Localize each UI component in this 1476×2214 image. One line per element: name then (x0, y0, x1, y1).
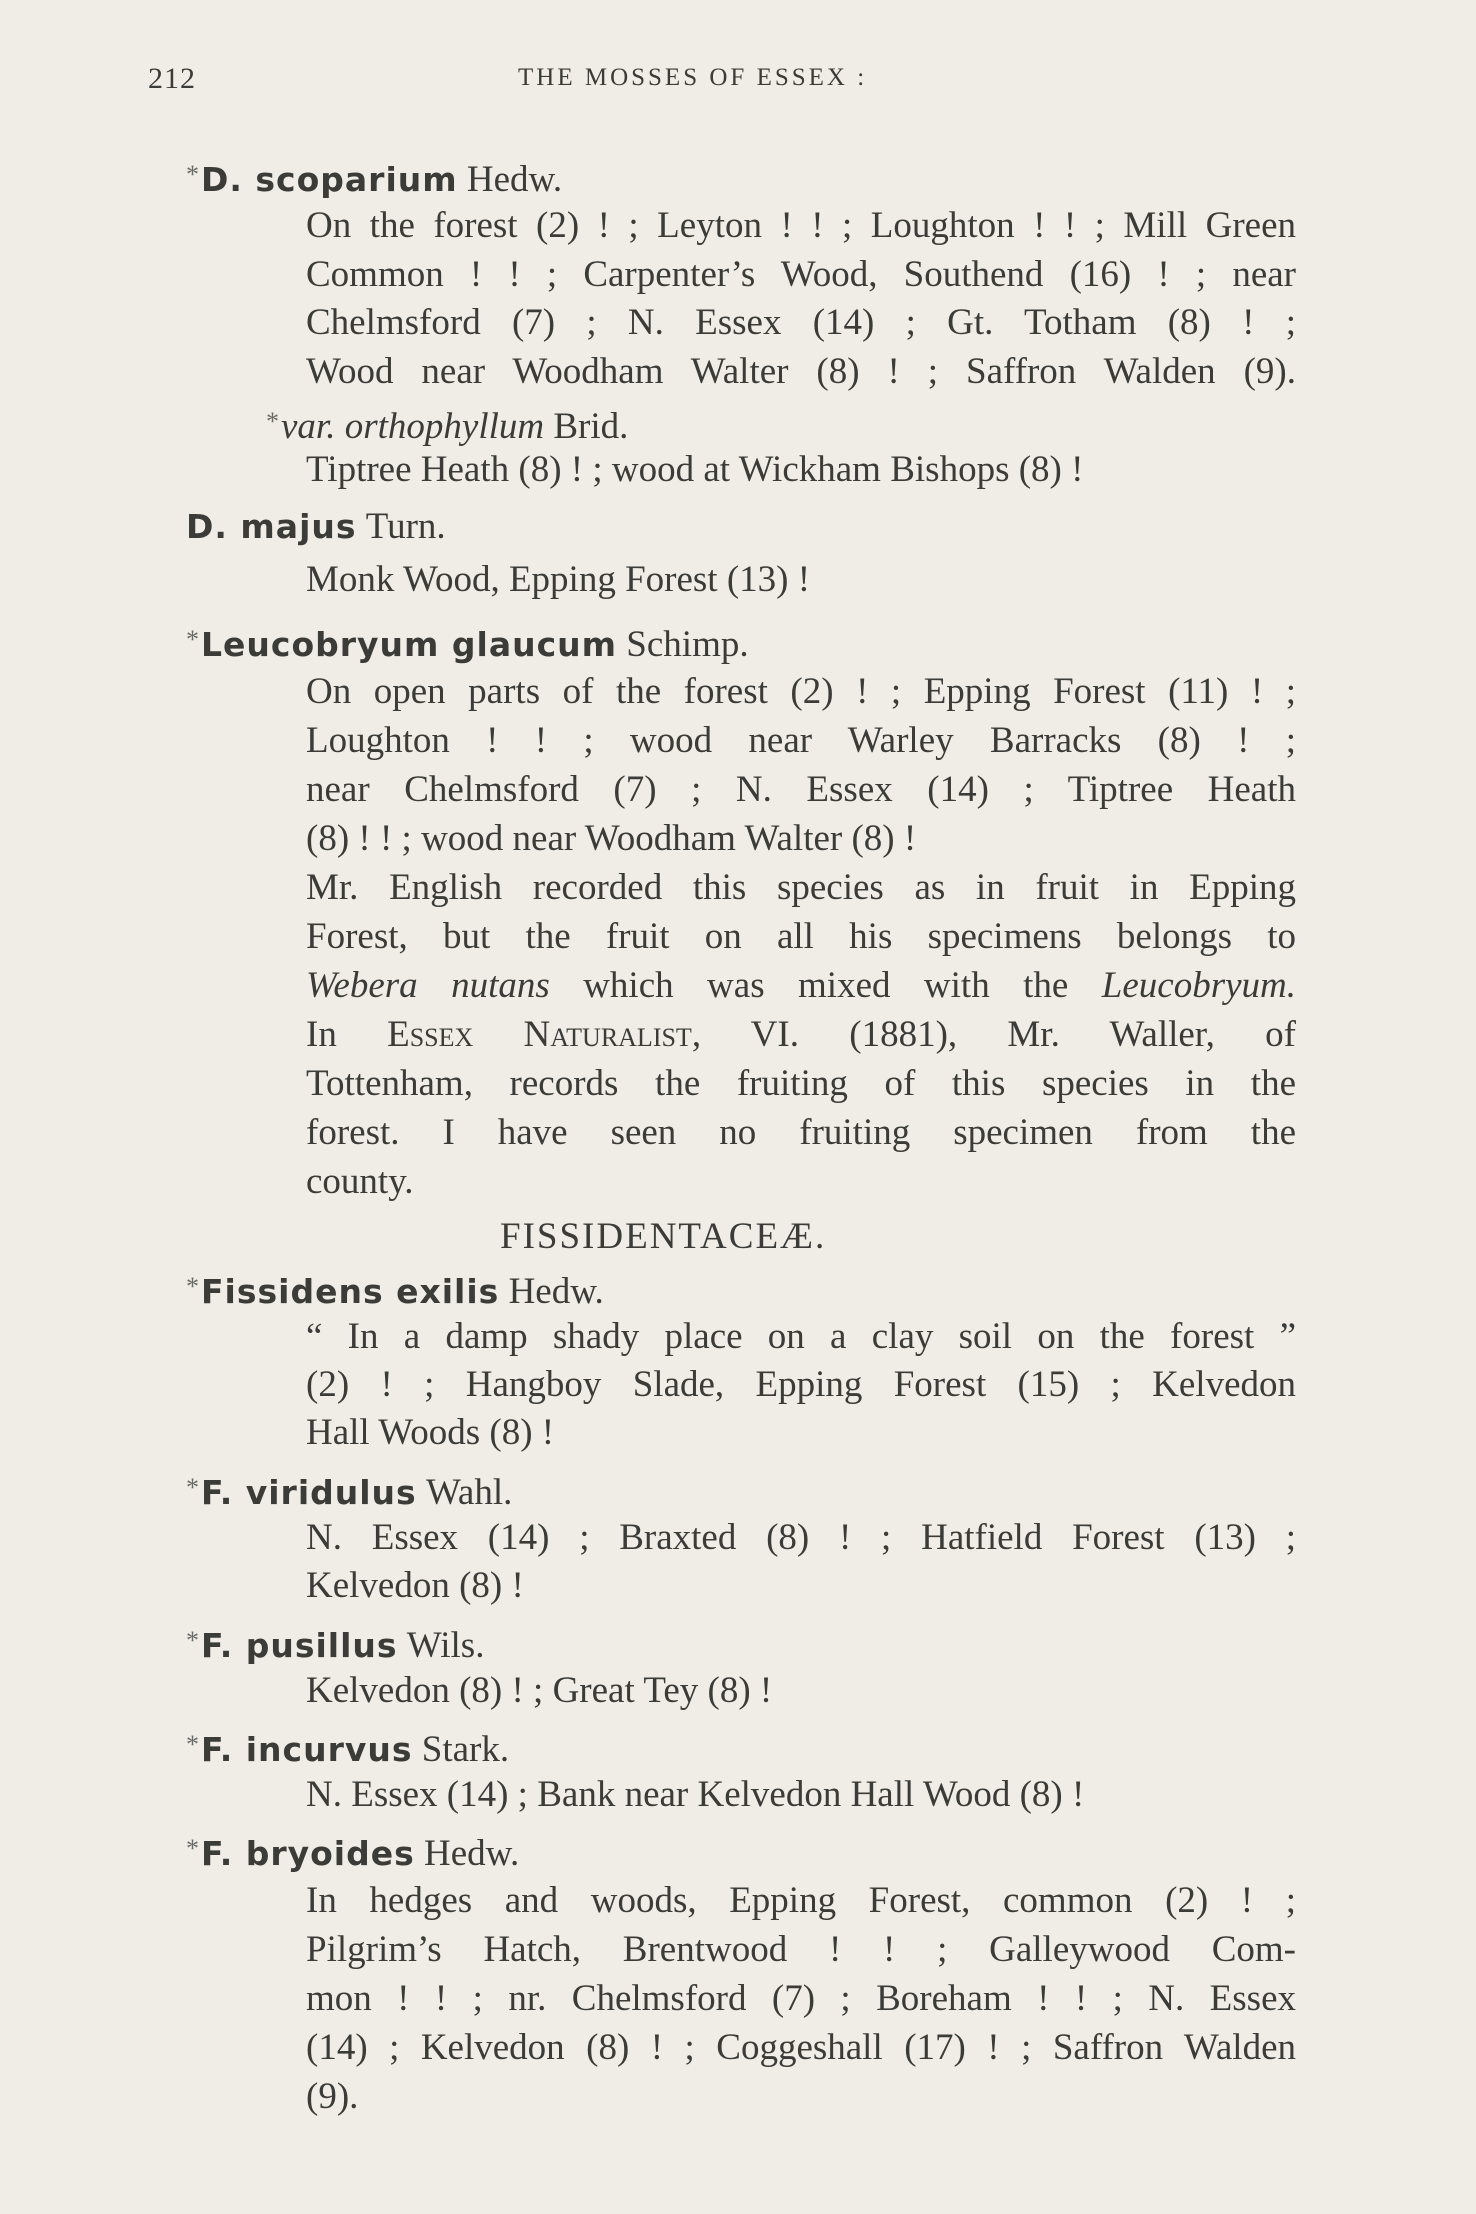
species-author: Hedw. (508, 1271, 604, 1312)
locality-line: Common ! ! ; Carpenter’s Wood, Southend (16) ! ; near (306, 254, 1296, 295)
note-line: county. (306, 1161, 414, 1202)
note-line (306, 961, 1296, 1011)
locality-line: (2) ! ; Hangboy Slade, Epping Forest (15) ; Kelvedon (306, 1364, 1296, 1405)
asterisk-marker: * (186, 1473, 199, 1502)
locality-line: On the forest (2) ! ; Leyton ! ! ; Loughton ! ! ; Mill Green (306, 205, 1296, 246)
asterisk-marker: * (186, 160, 199, 189)
italic-taxon: Leucobryum. (1101, 965, 1296, 1006)
variety-heading (266, 397, 628, 452)
entry-heading-f-incurvus (186, 1720, 509, 1775)
running-title: THE MOSSES OF ESSEX : (518, 64, 868, 91)
asterisk-marker: * (186, 1834, 199, 1863)
species-author: Schimp. (626, 624, 749, 665)
page-header (148, 62, 1298, 102)
locality-line: Chelmsford (7) ; N. Essex (14) ; Gt. Totham (8) ! ; (306, 302, 1296, 343)
locality-line: Kelvedon (8) ! ; Great Tey (8) ! (306, 1670, 773, 1711)
locality-line: “ In a damp shady place on a clay soil on the forest ” (306, 1316, 1296, 1357)
entry-heading-fissidens-exilis (186, 1262, 604, 1317)
locality-line: In hedges and woods, Epping Forest, common (2) ! ; (306, 1880, 1296, 1921)
asterisk-marker: * (266, 407, 279, 436)
entry-heading-f-pusillus (186, 1616, 484, 1671)
note-text: which was mixed with the (549, 965, 1102, 1006)
note-line: Mr. English recorded this species as in fruit in Epping (306, 867, 1296, 908)
asterisk-marker: * (186, 1730, 199, 1759)
species-name: F. viridulus (201, 1473, 417, 1512)
italic-taxon: Webera nutans (306, 965, 550, 1006)
entry-heading-f-bryoides (186, 1824, 519, 1879)
variety-author: Brid. (553, 406, 629, 447)
entry-heading-d-majus (186, 502, 446, 552)
locality-line: (8) ! ! ; wood near Woodham Walter (8) ! (306, 818, 917, 859)
entry-heading-f-viridulus (186, 1463, 512, 1518)
asterisk-marker: * (186, 1626, 199, 1655)
note-line: Forest, but the fruit on all his specimens belongs to (306, 916, 1296, 957)
note-text: In (306, 1014, 388, 1055)
note-line (306, 1010, 1296, 1060)
species-author: Stark. (421, 1729, 510, 1770)
asterisk-marker: * (186, 625, 199, 654)
species-name: F. incurvus (201, 1730, 413, 1769)
locality-line: Pilgrim’s Hatch, Brentwood ! ! ; Galleywood Com- (306, 1929, 1296, 1970)
locality-line: Hall Woods (8) ! (306, 1412, 555, 1453)
species-name: D. majus (186, 507, 357, 546)
entry-heading-leucobryum-glaucum (186, 615, 749, 670)
note-line: Tottenham, records the fruiting of this species in the (306, 1063, 1296, 1104)
journal-title: Essex Naturalist, (387, 1014, 702, 1055)
note-text: VI. (1881), Mr. Waller, of (701, 1014, 1296, 1055)
entry-heading-d-scoparium (186, 150, 562, 205)
locality-line: Monk Wood, Epping Forest (13) ! (306, 559, 811, 600)
species-name: D. scoparium (201, 160, 458, 199)
asterisk-marker: * (186, 1272, 199, 1301)
locality-line: N. Essex (14) ; Braxted (8) ! ; Hatfield Forest (13) ; (306, 1517, 1296, 1558)
species-author: Wils. (406, 1625, 485, 1666)
locality-line: Loughton ! ! ; wood near Warley Barracks (8) ! ; (306, 720, 1296, 761)
locality-line: (9). (306, 2076, 359, 2117)
species-author: Turn. (365, 506, 446, 547)
species-author: Hedw. (424, 1833, 520, 1874)
locality-line: Tiptree Heath (8) ! ; wood at Wickham Bishops (8) ! (306, 449, 1084, 490)
variety-name: var. orthophyllum (281, 406, 545, 447)
species-author: Wahl. (425, 1472, 513, 1513)
locality-line: near Chelmsford (7) ; N. Essex (14) ; Tiptree Heath (306, 769, 1296, 810)
locality-line: (14) ; Kelvedon (8) ! ; Coggeshall (17) ! ; Saffron Walden (306, 2027, 1296, 2068)
species-name: Fissidens exilis (201, 1272, 500, 1311)
species-name: F. bryoides (201, 1834, 415, 1873)
locality-line: mon ! ! ; nr. Chelmsford (7) ; Boreham ! ! ; N. Essex (306, 1978, 1296, 2019)
page-number: 212 (148, 62, 196, 95)
species-author: Hedw. (466, 159, 563, 200)
species-name: Leucobryum glaucum (201, 625, 618, 664)
locality-line: Wood near Woodham Walter (8) ! ; Saffron Walden (9). (306, 351, 1296, 392)
section-heading: FISSIDENTACEÆ. (500, 1216, 827, 1257)
locality-line: N. Essex (14) ; Bank near Kelvedon Hall Wood (8) ! (306, 1774, 1085, 1815)
locality-line: On open parts of the forest (2) ! ; Epping Forest (11) ! ; (306, 671, 1296, 712)
species-name: F. pusillus (201, 1626, 398, 1665)
locality-line: Kelvedon (8) ! (306, 1565, 524, 1606)
note-line: forest. I have seen no fruiting specimen from the (306, 1112, 1296, 1153)
